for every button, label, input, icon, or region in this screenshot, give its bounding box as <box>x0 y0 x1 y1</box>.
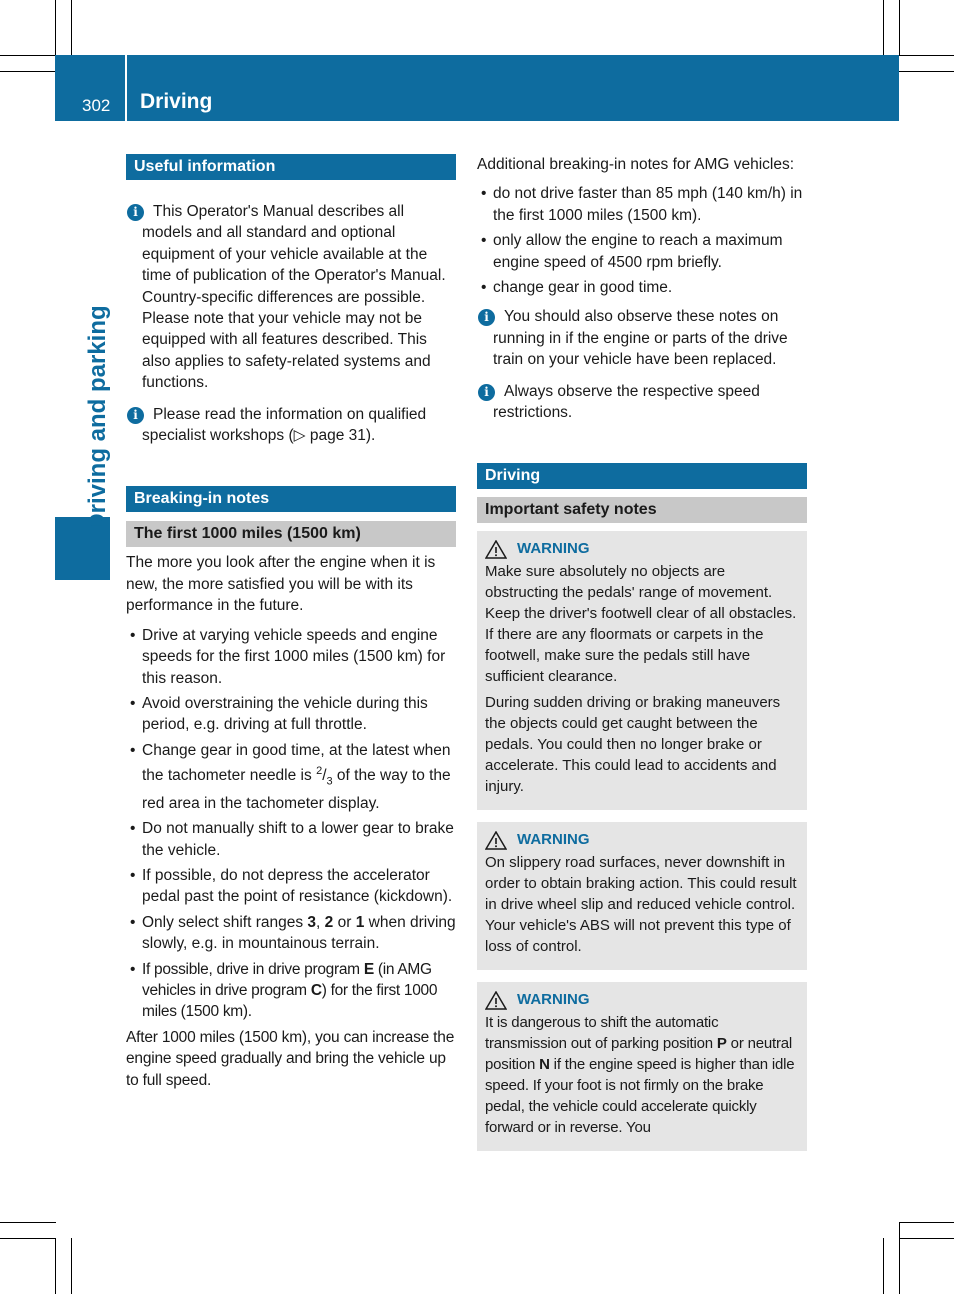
info-icon: i <box>478 384 495 401</box>
paragraph: After 1000 miles (1500 km), you can increase the engine speed gradually and bring the vehicle up to full speed. <box>126 1028 455 1089</box>
list-item-text: when driving slowly, e.g. in mountainous terrain. <box>142 913 456 953</box>
crop-mark <box>0 71 56 72</box>
warning-heading <box>485 537 799 561</box>
bullet-list <box>477 183 807 298</box>
warning-text-part: It is dangerous to shift the automatic transmission out of parking position <box>485 1014 719 1053</box>
gear-position: P <box>716 1035 727 1053</box>
crop-mark <box>71 1238 72 1294</box>
crop-mark <box>0 55 56 56</box>
list-item-text: If possible, drive in drive program <box>142 960 364 978</box>
chapter-title: Driving <box>140 90 213 113</box>
gear-position: N <box>539 1056 550 1074</box>
warning-text-part: if the engine speed is higher than idle speed. If your foot is not firmly on the brake pedal, the vehicle could accelerate quickly forward or in reverse. You <box>485 1056 795 1137</box>
warning-label: WARNING <box>517 540 590 558</box>
shift-range: 2 <box>324 913 334 931</box>
section-heading-useful-information: Useful information <box>126 154 456 180</box>
info-text: You should also observe these notes on running in if the engine or parts of the drive train on your vehicle have been replaced. <box>493 308 788 369</box>
list-item-text: Only select shift ranges <box>142 913 308 931</box>
info-icon: i <box>127 407 144 424</box>
info-note <box>477 306 807 370</box>
info-text-part: Please read the information on qualified specialist workshops ( <box>142 405 427 445</box>
right-column <box>477 154 807 1151</box>
list-item-text: , <box>316 913 325 931</box>
crop-mark <box>71 0 72 56</box>
list-item-text: (in AMG vehicles in drive program <box>142 960 432 1000</box>
list-item: • only allow the engine to reach a maximum engine speed of 4500 rpm briefly. <box>477 230 807 273</box>
info-note <box>126 201 456 394</box>
info-text: This Operator's Manual describes all models and all standard and optional equipment of your vehicle available at the time of publication of the Operator's Manual. Country-specific differences are possible. Please note that your vehicle may not be equipped with all features described. This also applies to safety-related systems and functions. <box>142 203 446 392</box>
warning-box <box>477 822 807 970</box>
list-item-text: of the way to the red area in the tachometer display. <box>142 767 451 812</box>
warning-box <box>477 531 807 810</box>
list-item <box>126 912 456 955</box>
list-item: • change gear in good time. <box>477 277 807 298</box>
list-item: • Drive at varying vehicle speeds and engine speeds for the first 1000 miles (1500 km) for this reason. <box>126 625 456 689</box>
subsection-heading-safety-notes: Important safety notes <box>477 497 807 523</box>
warning-text: Make sure absolutely no objects are obstructing the pedals' range of movement. Keep the driver's footwell clear of all obstacles. If there are any floormats or carpets in the footwell, make sure the pedals still have sufficient clearance. <box>485 563 797 686</box>
shift-range: 3 <box>307 913 317 931</box>
warning-triangle-icon <box>485 831 507 850</box>
list-item: • Do not manually shift to a lower gear to brake the vehicle. <box>126 818 456 861</box>
list-item: • If possible, do not depress the accelerator pedal past the point of resistance (kickdown). <box>126 865 456 908</box>
warning-heading <box>485 988 799 1012</box>
fraction-numerator: 2 <box>316 765 323 778</box>
left-column <box>126 154 456 1091</box>
fraction-slash: / <box>322 767 327 785</box>
info-icon: i <box>127 204 144 221</box>
info-icon: i <box>478 309 495 326</box>
crop-mark <box>899 1222 900 1294</box>
header-divider <box>125 55 127 121</box>
warning-label: WARNING <box>517 991 590 1009</box>
list-item <box>126 740 456 814</box>
crop-mark <box>899 71 954 72</box>
paragraph: The more you look after the engine when it is new, the more satisfied you will be with its performance in the future. <box>126 554 436 615</box>
subsection-heading-first-miles: The first 1000 miles (1500 km) <box>126 521 456 547</box>
list-item-text: or <box>333 913 356 931</box>
page-header <box>55 55 899 121</box>
crop-mark <box>883 0 884 56</box>
drive-program: C <box>310 982 322 1000</box>
warning-text <box>485 1012 799 1138</box>
side-tab-label: Driving and parking <box>84 305 111 531</box>
bullet-list <box>126 625 456 1023</box>
warning-heading <box>485 828 799 852</box>
list-item <box>126 959 456 1023</box>
section-heading-driving: Driving <box>477 463 807 489</box>
warning-text: On slippery road surfaces, never downshift in order to obtain braking action. This could result in drive wheel slip and reduced vehicle control. Your vehicle's ABS will not prevent this type of loss of control. <box>485 854 797 956</box>
shift-range: 1 <box>355 913 365 931</box>
page-reference-arrow-icon: ▷ <box>293 427 306 445</box>
crop-mark <box>899 0 900 56</box>
warning-box <box>477 982 807 1151</box>
page-reference-link[interactable]: page 31). <box>305 427 376 445</box>
warning-triangle-icon <box>485 540 507 559</box>
crop-mark <box>883 1238 884 1294</box>
crop-mark <box>899 55 954 56</box>
section-heading-breaking-in: Breaking-in notes <box>126 486 456 512</box>
warning-text: During sudden driving or braking maneuvers the objects could get caught between the pedals. You could then no longer brake or accelerate. This could lead to accidents and injury. <box>485 694 781 796</box>
crop-mark <box>899 1238 954 1239</box>
info-text: Always observe the respective speed restrictions. <box>493 382 760 422</box>
warning-triangle-icon <box>485 991 507 1010</box>
list-item-text: Change gear in good time, at the latest when the tachometer needle is <box>142 741 451 785</box>
list-item: • Avoid overstraining the vehicle during this period, e.g. driving at full throttle. <box>126 693 456 736</box>
paragraph: Additional breaking-in notes for AMG vehicles: <box>477 156 795 173</box>
crop-mark <box>55 0 56 56</box>
crop-mark <box>0 1238 56 1239</box>
warning-label: WARNING <box>517 831 590 849</box>
warning-text-part: or neutral position <box>485 1035 793 1074</box>
info-note <box>126 404 456 447</box>
crop-mark <box>0 1222 56 1223</box>
info-note <box>477 381 807 424</box>
info-text <box>142 404 456 447</box>
list-item: • do not drive faster than 85 mph (140 km/h) in the first 1000 miles (1500 km). <box>477 183 807 226</box>
drive-program: E <box>363 960 374 978</box>
page-number: 302 <box>82 96 111 115</box>
list-item-text: ) for the first 1000 miles (1500 km). <box>142 982 438 1021</box>
fraction-denominator: 3 <box>326 775 333 788</box>
crop-mark <box>899 1222 954 1223</box>
crop-mark <box>55 1238 56 1294</box>
